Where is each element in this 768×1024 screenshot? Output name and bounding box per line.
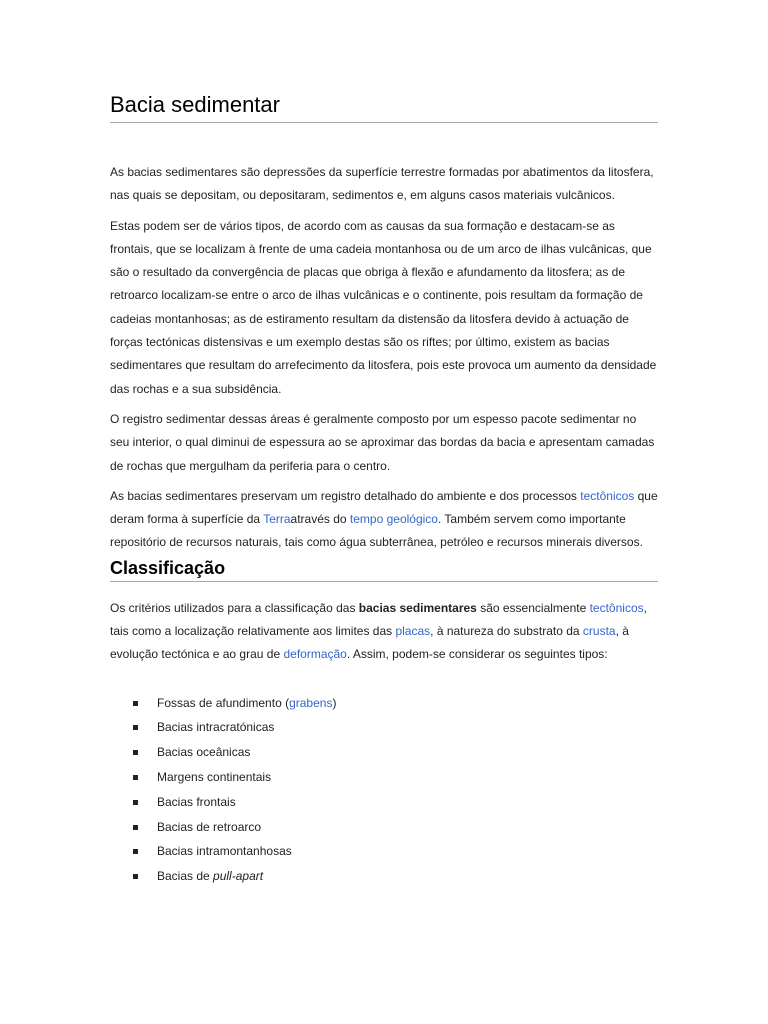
list-item <box>110 815 658 840</box>
bullet-icon <box>133 701 138 706</box>
link-grabens[interactable]: grabens <box>289 695 333 710</box>
item-text: Bacias de <box>157 869 214 884</box>
item-text: Bacias intramontanhosas <box>157 844 292 859</box>
text: , tais como a localização relativamente aos limites das <box>110 600 647 639</box>
list-item <box>110 839 658 864</box>
item-text: Bacias frontais <box>157 794 236 809</box>
paragraph-types: Estas podem ser de vários tipos, de acordo com as causas da sua formação e destacam-se as frontais, que se localizam à frente de uma cadeia montanhosa ou de um arco de ilhas vulcânicas, que são o resultado da convergência de placas que obriga à flexão e afundamento da litosfera; as de retroarco localizam-se entre o arco de ilhas vulcânicas e o continente, pois resultam da formação de cadeias montanhosas; as de estiramento resultam da distensão da litosfera devido à actuação de forças tectónicas distensivas e um exemplo destas são os riftes; por último, existem as bacias sedimentares que resultam do arrefecimento da litosfera, pois este provoca um aumento da densidade das rochas e a sua subsidência. <box>110 218 657 396</box>
bullet-icon <box>133 800 138 805</box>
link-terra[interactable]: Terra <box>263 512 291 527</box>
bullet-icon <box>133 825 138 830</box>
paragraph-intro: As bacias sedimentares são depressões da superfície terrestre formadas por abatimentos da litosfera, nas quais se depositam, ou depositaram, sedimentos e, em alguns casos materiais vulcânicos. <box>110 165 654 203</box>
list-item <box>110 765 658 790</box>
list-item <box>110 864 658 889</box>
text: são essencialmente <box>476 600 590 615</box>
text: que deram forma à superfície da <box>110 488 658 527</box>
text: As bacias sedimentares preservam um registro detalhado do ambiente e dos processos <box>110 488 581 503</box>
bullet-icon <box>133 725 138 730</box>
bullet-icon <box>133 874 138 879</box>
item-text: Bacias de retroarco <box>157 819 262 834</box>
bold-term: bacias sedimentares <box>358 600 477 615</box>
list-item <box>110 790 658 815</box>
list-item <box>110 740 658 765</box>
bullet-icon <box>133 849 138 854</box>
text: . Também servem como importante repositório de recursos naturais, tais como água subterrânea, petróleo e recursos minerais diversos. <box>110 512 643 550</box>
item-text: Bacias intracratónicas <box>157 720 275 735</box>
list-item <box>110 715 658 740</box>
item-text: Margens continentais <box>157 770 272 785</box>
item-text: ) <box>332 695 337 710</box>
link-tempo-geologico[interactable]: tempo geológico <box>349 512 438 527</box>
text: através do <box>290 512 350 527</box>
paragraph-record: O registro sedimentar dessas áreas é geralmente composto por um espesso pacote sedimentar no seu interior, o qual diminui de espessura ao se aproximar das bordas da bacia e apresentam camadas de rochas que mergulham da periferia para o centro. <box>110 411 655 473</box>
link-tectonicos[interactable]: tectônicos <box>580 488 635 503</box>
item-text: Fossas de afundimento ( <box>157 695 290 710</box>
bullet-icon <box>133 750 138 755</box>
italic-term: pull-apart <box>213 869 264 884</box>
article-content <box>110 92 658 889</box>
text: Os critérios utilizados para a classificação das <box>110 600 359 615</box>
item-text: Bacias oceânicas <box>157 745 251 760</box>
link-deformacao[interactable]: deformação <box>283 647 347 662</box>
paragraph-classification <box>110 597 658 667</box>
link-placas[interactable]: placas <box>395 624 431 639</box>
bullet-icon <box>133 775 138 780</box>
paragraph-preservation <box>110 485 658 555</box>
list-item <box>110 691 658 716</box>
text: . Assim, podem-se considerar os seguintes tipos: <box>346 647 608 662</box>
text: , à natureza do substrato da <box>430 624 583 639</box>
page-title: Bacia sedimentar <box>110 92 658 123</box>
link-crusta[interactable]: crusta <box>582 624 616 639</box>
basin-types-list <box>110 691 658 889</box>
link-tectonicos-2[interactable]: tectônicos <box>589 600 644 615</box>
text: , à evolução tectónica e ao grau de <box>110 624 629 662</box>
section-heading-classificacao: Classificação <box>110 558 658 582</box>
